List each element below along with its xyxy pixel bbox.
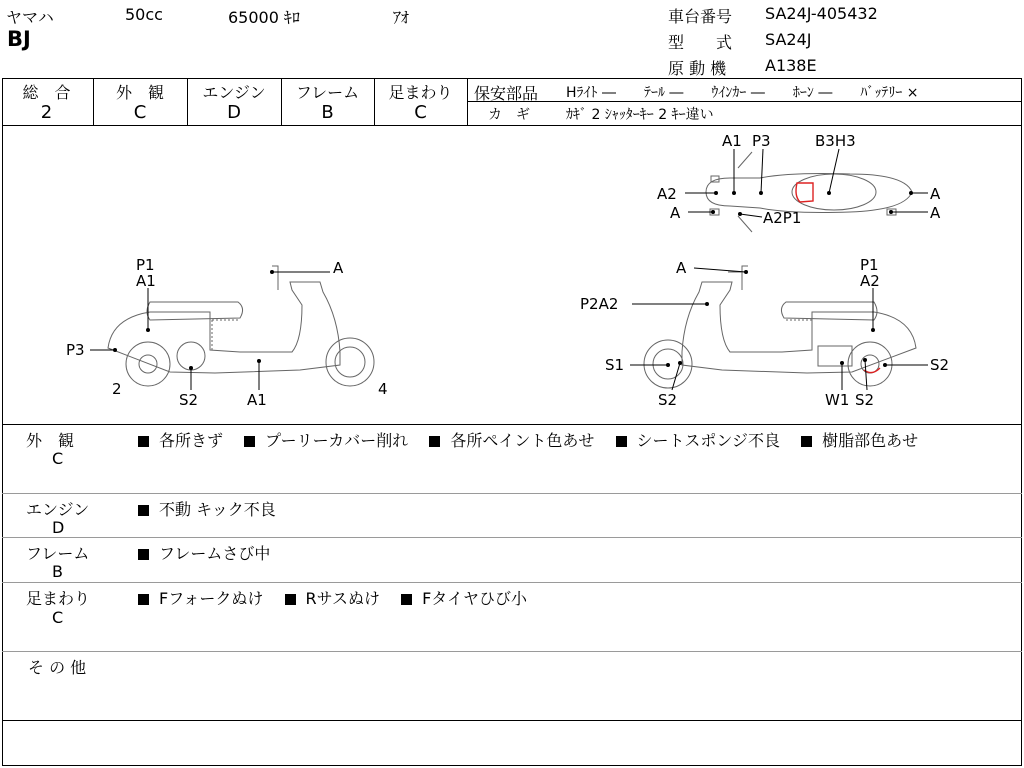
remark-frame-grade: B	[52, 562, 63, 581]
scooter-right-view	[580, 256, 949, 409]
label-right-s2c: S2	[855, 391, 875, 409]
label-top-a-right2: A	[930, 204, 941, 222]
label-left-p3: P3	[66, 341, 85, 359]
remark-exterior-grade: C	[52, 449, 64, 468]
type-label: 型 式	[668, 33, 733, 52]
label-left-a1b: A1	[247, 391, 267, 409]
label-right-a: A	[676, 259, 687, 277]
label-top-a2p1: A2P1	[763, 209, 802, 227]
label-left-2: 2	[112, 380, 122, 398]
engine-value: A138E	[765, 56, 817, 75]
remark-suspension-grade: C	[52, 608, 64, 627]
frame-no: SA24J-405432	[765, 4, 878, 23]
key-info: ｶｷﾞ 2 ｼｬｯﾀｰｷｰ 2 ｷｰ違い	[566, 107, 714, 123]
label-right-a2: A2	[860, 272, 880, 290]
remark-suspension-label: 足まわり	[26, 589, 91, 608]
body-color: ｱｵ	[393, 8, 410, 27]
label-top-a-right1: A	[930, 185, 941, 203]
label-left-a: A	[333, 259, 344, 277]
engine-label: 原 動 機	[668, 59, 727, 78]
label-top-p3: P3	[752, 132, 771, 150]
label-right-p2a2: P2A2	[580, 295, 619, 313]
type-value: SA24J	[765, 30, 812, 49]
grade-engine-label: エンジン	[202, 83, 266, 102]
label-left-p1: P1	[136, 256, 155, 274]
label-right-w1: W1	[825, 391, 850, 409]
grade-engine-value: D	[227, 102, 241, 123]
safety-parts-items: Hﾗｲﾄ ― ﾃｰﾙ ― ｳｲﾝｶｰ ― ﾎｰﾝ ― ﾊﾞｯﾃﾘｰ ×	[566, 85, 919, 101]
label-right-s2b: S2	[930, 356, 950, 374]
remark-exterior-label: 外 観	[26, 431, 75, 450]
label-top-a-left: A	[670, 204, 681, 222]
remark-frame-label: フレーム	[26, 544, 90, 563]
remark-other-label: そ の 他	[28, 658, 87, 677]
grade-overall-label: 総 合	[22, 83, 71, 102]
model-name: BJ	[7, 27, 31, 51]
grade-suspension-label: 足まわり	[388, 83, 453, 102]
label-right-s2a: S2	[658, 391, 678, 409]
safety-parts-label: 保安部品	[474, 84, 539, 103]
grade-frame-value: B	[321, 102, 334, 123]
grade-overall-value: 2	[40, 102, 53, 123]
label-top-a1: A1	[722, 132, 742, 150]
label-top-a2: A2	[657, 185, 677, 203]
remark-frame-items: フレームさび中	[138, 541, 286, 564]
grade-suspension-value: C	[414, 102, 427, 123]
label-right-s1: S1	[605, 356, 625, 374]
label-left-s2: S2	[179, 391, 199, 409]
grade-frame-label: フレーム	[295, 83, 360, 102]
remark-exterior-items: 各所きず プーリーカバー削れ 各所ペイント色あせ シートスポンジ不良 樹脂部色あせ	[138, 428, 934, 451]
grade-exterior-label: 外 観	[115, 83, 164, 102]
label-left-4: 4	[378, 380, 388, 398]
remark-suspension-items: Fフォークぬけ Rサスぬけ Fタイヤひび小	[138, 586, 543, 609]
maker: ヤマハ	[6, 8, 54, 27]
key-label: カ ギ	[488, 107, 530, 123]
displacement: 50cc	[125, 5, 163, 24]
mileage: 65000 ｷﾛ	[228, 8, 300, 27]
grade-exterior-value: C	[133, 102, 147, 123]
remark-engine-items: 不動 キック不良	[138, 497, 292, 520]
label-top-b3h3: B3H3	[815, 132, 856, 150]
remark-engine-label: エンジン	[26, 500, 90, 519]
scooter-left-view	[66, 256, 388, 409]
frame-no-label: 車台番号	[668, 7, 733, 26]
label-right-p1: P1	[860, 256, 879, 274]
scooter-top-view	[657, 132, 941, 232]
remark-engine-grade: D	[52, 518, 65, 537]
label-left-a1: A1	[136, 272, 156, 290]
